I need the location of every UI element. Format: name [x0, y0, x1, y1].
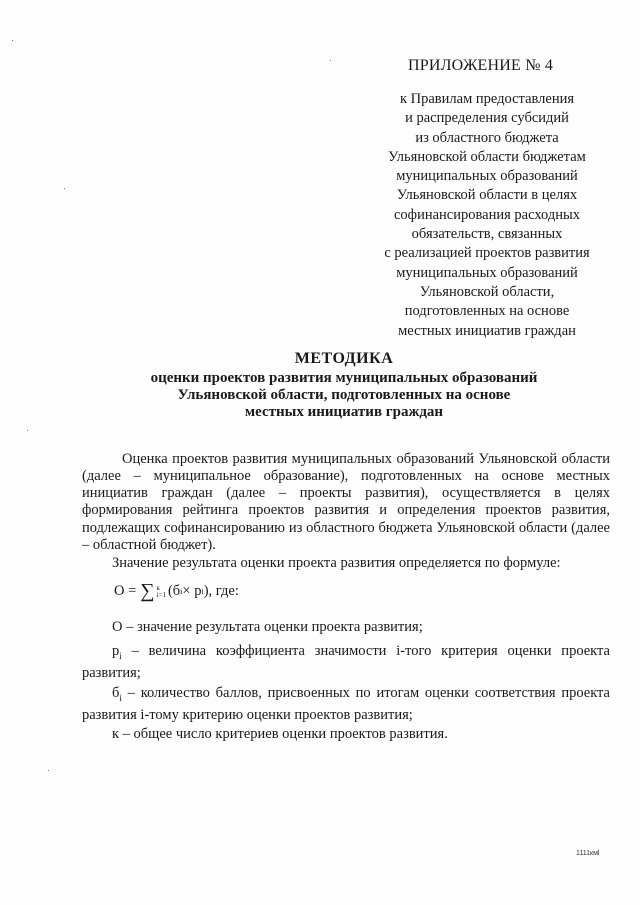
scan-speck [64, 188, 65, 189]
appendix-reference-line: из областного бюджета [415, 129, 559, 146]
formula-times: × р [182, 583, 202, 599]
definition-symbol: б [112, 684, 120, 701]
title-subtitle-line: местных инициатив граждан [244, 404, 444, 420]
scan-speck [27, 430, 28, 431]
document-title [110, 348, 578, 421]
definition-symbol: к [112, 726, 120, 743]
paragraph-intro: Оценка проектов развития муниципальных образований Ульяновской области (далее – муниципальное образование), подготовленных на основе местных инициатив граждан (далее – проекты развития), осуществляется в целях формирования рейтинга проектов развития и определения проектов развития, подлежащих софинансированию из областного бюджета Ульяновской области (далее – областной бюджет). [82, 450, 610, 553]
title-subtitle-line: оценки проектов развития муниципальных образований [150, 370, 538, 386]
sum-upper-limit: к [156, 583, 160, 592]
footer-code: 1111кмl [576, 850, 600, 857]
formula-open: (б [167, 583, 181, 599]
appendix-reference [372, 90, 602, 341]
definition-text: – общее число критериев оценки проектов развития. [119, 726, 448, 743]
formula-lhs: О = [114, 583, 137, 599]
formula-close: ), где: [203, 583, 239, 599]
appendix-reference-line: муниципальных образований [396, 168, 578, 185]
appendix-reference-line: с реализацией проектов развития [384, 245, 590, 262]
definition-text: – количество баллов, присвоенных по итогам оценки соответствия проекта развития i-тому критерию оценки проектов развития; [82, 684, 610, 723]
definition-subscript: i [119, 651, 122, 662]
scan-speck [12, 40, 13, 41]
appendix-reference-line: муниципальных образований [396, 264, 578, 281]
definition-text: – значение результата оценки проекта развития; [122, 619, 423, 635]
appendix-reference-line: обязательств, связанных [411, 226, 563, 243]
appendix-reference-line: Ульяновской области, [419, 283, 555, 300]
formula-p-index: i [201, 587, 204, 596]
appendix-reference-line: софинансирования расходных [394, 206, 580, 223]
paragraph-formula-intro: Значение результата оценки проекта развития определяется по формуле: [112, 554, 561, 571]
title-subtitle-line: Ульяновской области, подготовленных на основе [177, 387, 511, 403]
appendix-number: ПРИЛОЖЕНИЕ № 4 [408, 57, 554, 74]
sum-symbol: ∑ [140, 580, 155, 602]
formula [114, 580, 239, 603]
definition-symbol: О [112, 619, 123, 635]
sum-limits [157, 585, 166, 599]
definition-item [82, 619, 610, 641]
definition-item [82, 726, 610, 748]
definition-item [82, 685, 610, 724]
appendix-reference-line: подготовленных на основе [404, 303, 570, 320]
definition-item [82, 643, 610, 682]
appendix-reference-line: местных инициатив граждан [398, 322, 576, 339]
scan-speck [330, 60, 331, 61]
sum-lower-limit: i=1 [156, 590, 166, 599]
appendix-reference-line: Ульяновской области в целях [396, 187, 578, 204]
definitions-list [82, 619, 610, 748]
definition-subscript: i [119, 692, 122, 703]
definition-text: – величина коэффициента значимости i-того критерия оценки проекта развития; [82, 643, 610, 682]
scan-speck [48, 770, 49, 771]
appendix-reference-line: Ульяновской области бюджетам [388, 148, 586, 165]
definition-symbol: р [112, 643, 120, 660]
appendix-reference-line: к Правилам предоставления [399, 91, 575, 107]
title-main: МЕТОДИКА [294, 350, 394, 367]
appendix-reference-line: и распределения субсидий [405, 110, 569, 127]
formula-b-index: i [180, 587, 183, 596]
